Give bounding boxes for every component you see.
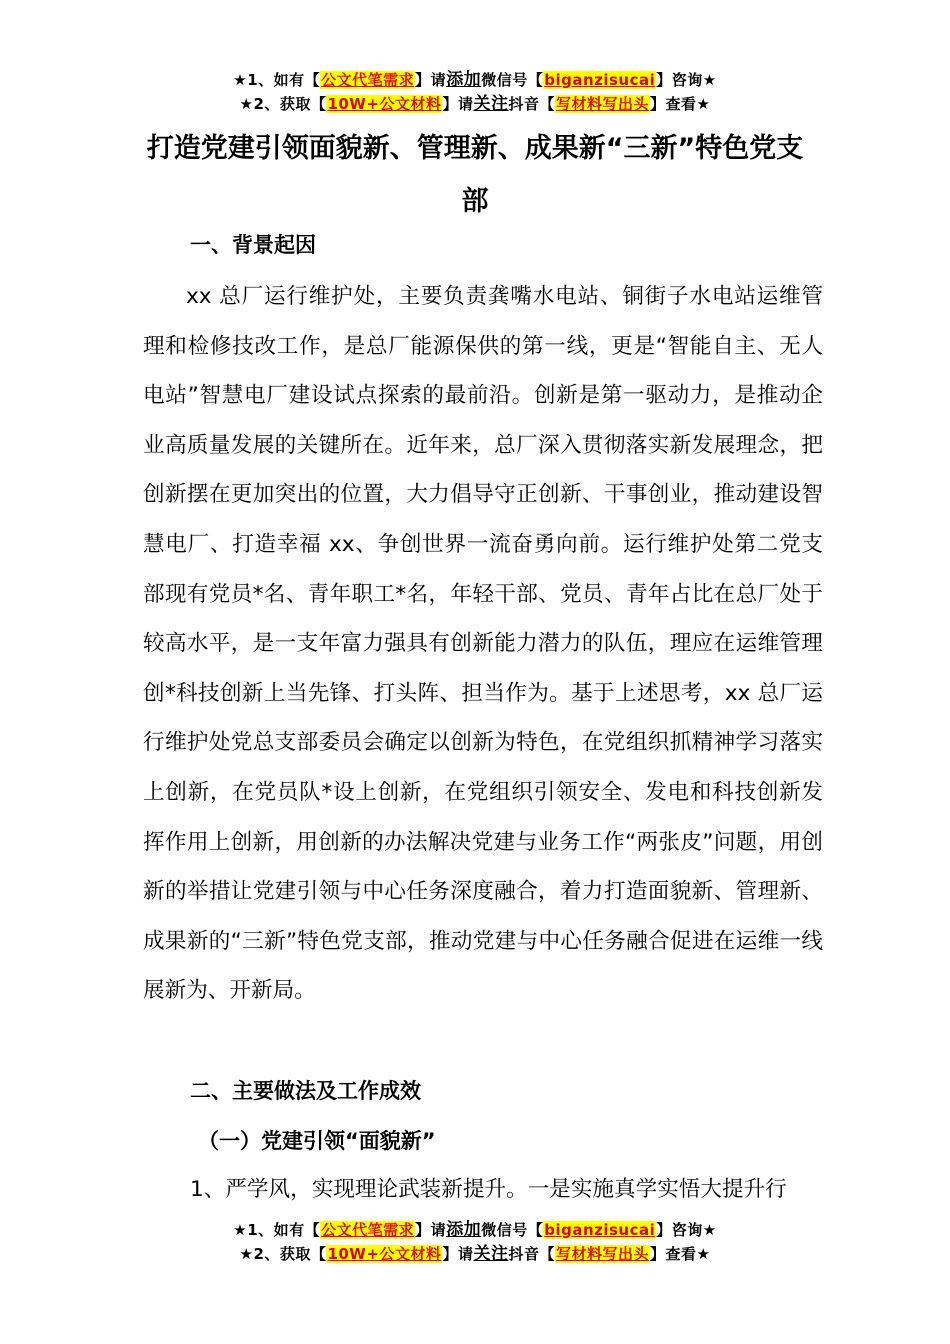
promo-text: ★2、获取【 [239, 95, 327, 113]
promo-underlined-text: 关注 [473, 1244, 509, 1264]
promo-text: 微信号【 [481, 71, 544, 89]
promo-text: ★1、如有【 [233, 1221, 321, 1239]
promo-underlined-text: 添加 [446, 70, 482, 90]
promo-text: 】请 [442, 95, 474, 113]
promo-line-2 [0, 92, 950, 116]
promo-highlight: 10W+公文材料 [327, 1245, 442, 1263]
promo-text: 】查看★ [649, 95, 711, 113]
promo-text: 】咨询★ [656, 1221, 717, 1239]
promo-text: ★1、如有【 [233, 71, 321, 89]
promo-text: 抖音【 [508, 95, 555, 113]
promo-text: 】查看★ [649, 1245, 711, 1263]
promo-highlight: biganzisucai [544, 1221, 656, 1239]
section-body-paragraph: xx 总厂运行维护处，主要负责龚嘴水电站、铜街子水电站运维管理和检修技改工作，是总厂能源保供的第一线，更是“智能自主、无人电站”智慧电厂建设试点探索的最前沿。创新是第一驱动力，是推动企业高质量发展的关键所在。近年来，总厂深入贯彻落实新发展理念，把创新摆在更加突出的位置，大力倡导守正创新、干事创业，推动建设智慧电厂、打造幸福 xx、争创世界一流奋勇向前。运行维护处第二党支部现有党员*名、青年职工*名，年轻干部、党员、青年占比在总厂处于较高水平，是一支年富力强具有创新能力潜力的队伍，理应在运维管理创*科技创新上当先锋、打头阵、担当作为。基于上述思考，xx 总厂运行维护处党总支部委员会确定以创新为特色，在党组织抓精神学习落实上创新，在党员队*设上创新，在党组织引领安全、发电和科技创新发挥作用上创新，用创新的办法解决党建与业务工作“两张皮”问题，用创新的举措让党建引领与中心任务深度融合，着力打造面貌新、管理新、成果新的“三新”特色党支部，推动党建与中心任务融合促进在运维一线展新为、开新局。 [143, 284, 823, 1004]
promo-line-2 [0, 1242, 950, 1266]
section-heading-practices: 二、主要做法及工作成效 [190, 1079, 421, 1103]
promo-text: 】请 [415, 1221, 447, 1239]
promo-text: 微信号【 [481, 1221, 544, 1239]
promo-text: 】请 [442, 1245, 474, 1263]
promo-text: 】请 [415, 71, 447, 89]
subsection-heading: （一）党建引领“面貌新” [198, 1129, 436, 1153]
promo-line-1 [0, 68, 950, 92]
promo-highlight: 公文代笔需求 [321, 1221, 415, 1239]
list-item-text: 1、严学风，实现理论武装新提升。一是实施真学实悟大提升行 [190, 1177, 787, 1202]
promo-line-1 [0, 1218, 950, 1242]
promo-banner-top [0, 68, 950, 116]
promo-highlight: biganzisucai [544, 71, 656, 89]
promo-text: 抖音【 [508, 1245, 555, 1263]
promo-text: 】咨询★ [656, 71, 717, 89]
promo-banner-bottom [0, 1218, 950, 1266]
promo-highlight: 10W+公文材料 [327, 95, 442, 113]
promo-underlined-text: 关注 [473, 94, 509, 114]
promo-highlight: 写材料写出头 [555, 1245, 649, 1263]
promo-text: ★2、获取【 [239, 1245, 327, 1263]
document-title: 打造党建引领面貌新、管理新、成果新“三新”特色党支部 [146, 133, 804, 217]
promo-underlined-text: 添加 [446, 1220, 482, 1240]
promo-highlight: 公文代笔需求 [321, 71, 415, 89]
section-heading-background: 一、背景起因 [190, 233, 316, 257]
promo-highlight: 写材料写出头 [555, 95, 649, 113]
